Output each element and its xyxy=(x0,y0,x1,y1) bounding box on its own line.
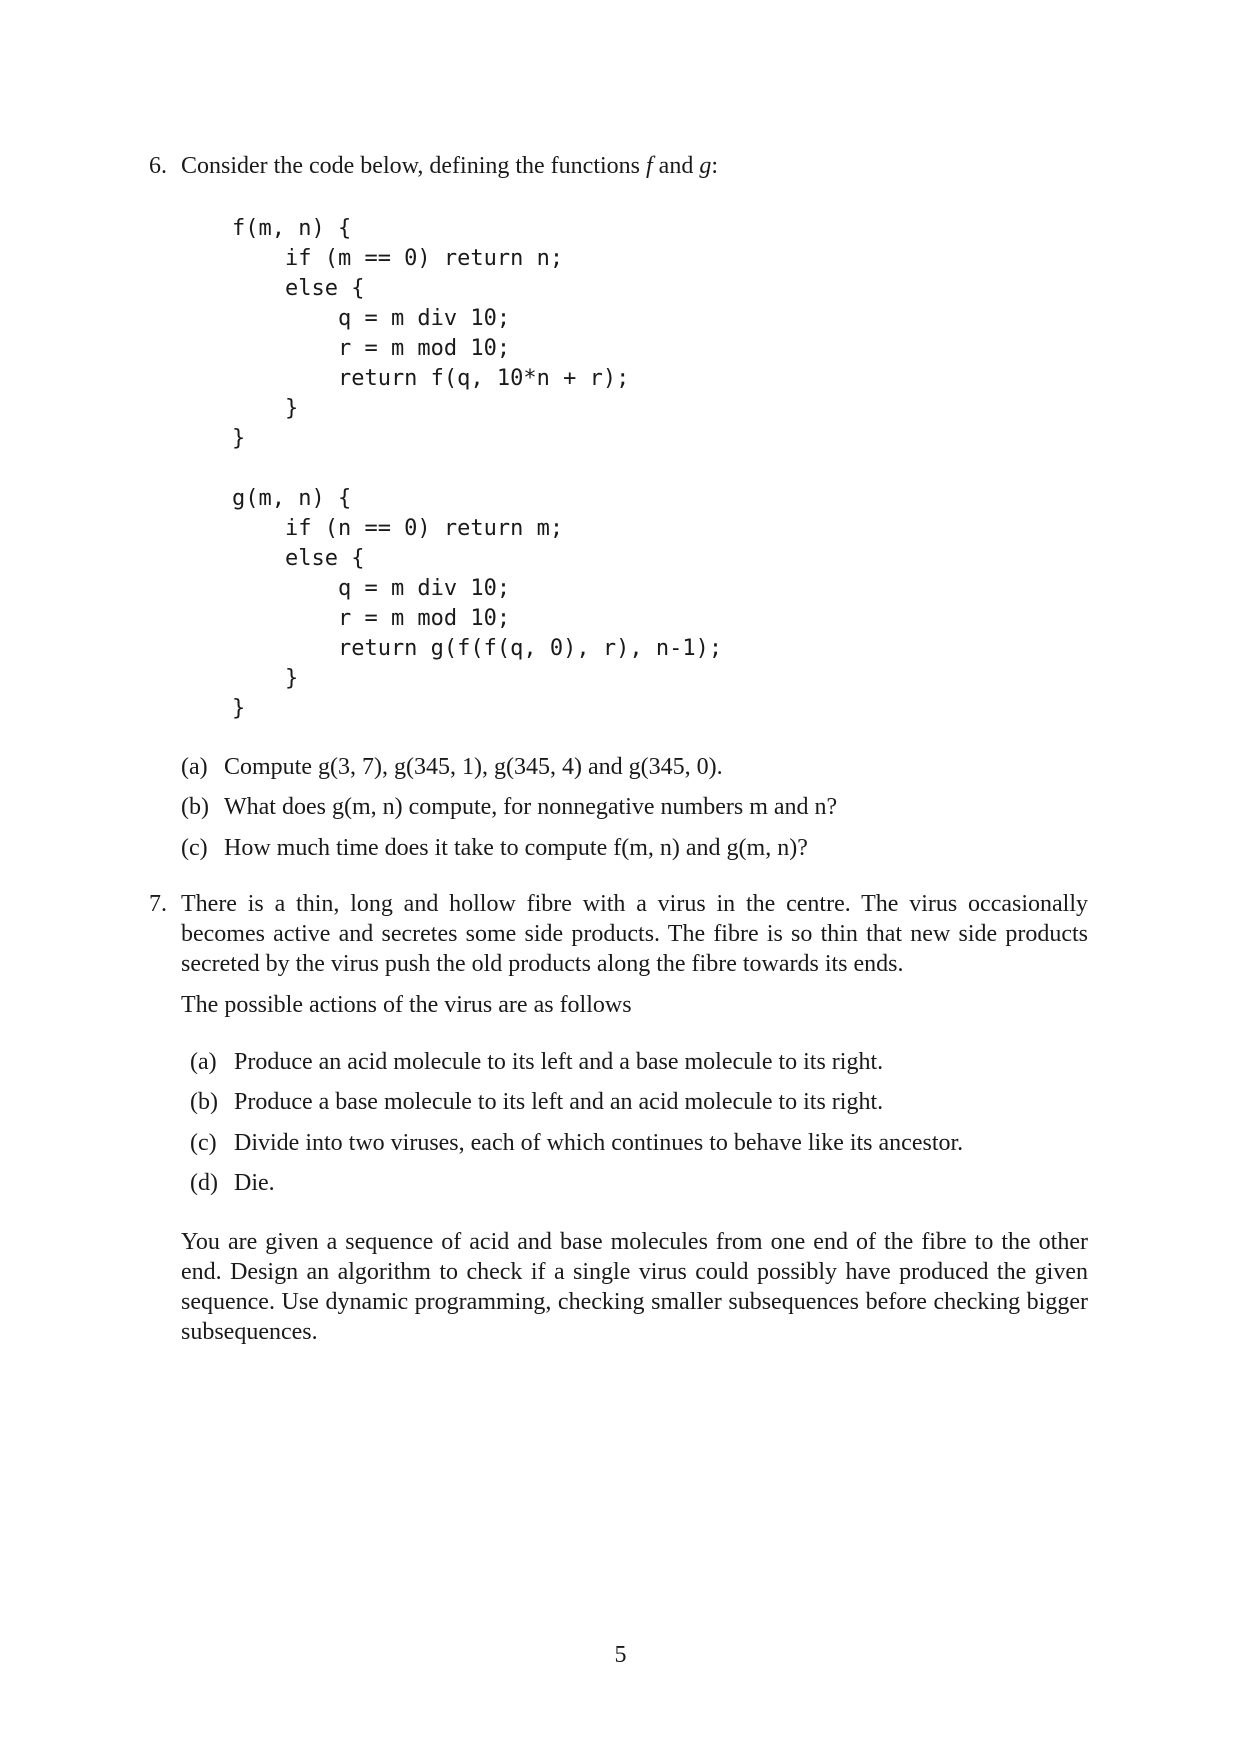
q7-action-d-text: Die. xyxy=(234,1170,275,1196)
code-line: return g(f(f(q, 0), r), n-1); xyxy=(232,636,723,661)
code-line: r = m mod 10; xyxy=(232,606,511,631)
q6-part-b-label: (b) xyxy=(181,794,209,820)
q7-action-c-label: (c) xyxy=(190,1130,217,1156)
q6-g-symbol: g xyxy=(699,153,712,179)
code-line: else { xyxy=(232,546,365,571)
code-line: r = m mod 10; xyxy=(232,336,511,361)
q6-f-symbol: f xyxy=(646,153,653,179)
q7-action-a-label: (a) xyxy=(190,1049,217,1075)
q7-paragraph-1: There is a thin, long and hollow fibre with a virus in the centre. The virus occasionally becomes active and secretes some side products. The fibre is so thin that new side products secreted by the virus push the old products along the fibre towards its ends. xyxy=(181,891,1088,977)
code-line: else { xyxy=(232,276,365,301)
q6-intro-suffix: : xyxy=(711,153,718,179)
code-line: f(m, n) { xyxy=(232,216,352,241)
q6-number: 6. xyxy=(149,153,167,179)
q6-part-c-text: How much time does it take to compute f(m, n) and g(m, n)? xyxy=(224,835,808,861)
q7-action-a-text: Produce an acid molecule to its left and a base molecule to its right. xyxy=(234,1049,884,1075)
q7-action-b-label: (b) xyxy=(190,1089,218,1115)
code-line: } xyxy=(232,666,299,691)
code-line: g(m, n) { xyxy=(232,486,352,511)
page-number: 5 xyxy=(614,1642,627,1668)
q7-action-d-label: (d) xyxy=(190,1170,218,1196)
q7-action-c-text: Divide into two viruses, each of which continues to behave like its ancestor. xyxy=(234,1130,964,1156)
q7-paragraph-2: The possible actions of the virus are as follows xyxy=(181,992,632,1018)
q6-and-word: and xyxy=(658,153,694,179)
code-line: return f(q, 10*n + r); xyxy=(232,366,630,391)
code-line: q = m div 10; xyxy=(232,306,511,331)
code-line: if (n == 0) return m; xyxy=(232,516,564,541)
q6-part-a-text: Compute g(3, 7), g(345, 1), g(345, 4) and g(345, 0). xyxy=(224,754,723,780)
q7-paragraph-3: You are given a sequence of acid and base molecules from one end of the fibre to the other end. Design an algorithm to check if a single virus could possibly have produced the given sequence. Use dynamic programming, checking smaller subsequences before checking bigger subsequences. xyxy=(181,1229,1088,1345)
q6-part-b-text: What does g(m, n) compute, for nonnegative numbers m and n? xyxy=(224,794,838,820)
code-line: q = m div 10; xyxy=(232,576,511,601)
code-line: if (m == 0) return n; xyxy=(232,246,564,271)
q7-number: 7. xyxy=(149,891,167,917)
code-line: } xyxy=(232,696,246,721)
q6-part-c-label: (c) xyxy=(181,835,208,861)
q6-part-a-label: (a) xyxy=(181,754,208,780)
q7-action-b-text: Produce a base molecule to its left and an acid molecule to its right. xyxy=(234,1089,884,1115)
code-line: } xyxy=(232,396,299,421)
code-line: } xyxy=(232,426,246,451)
q6-intro xyxy=(181,151,718,181)
q6-intro-prefix: Consider the code below, defining the functions xyxy=(181,153,640,179)
